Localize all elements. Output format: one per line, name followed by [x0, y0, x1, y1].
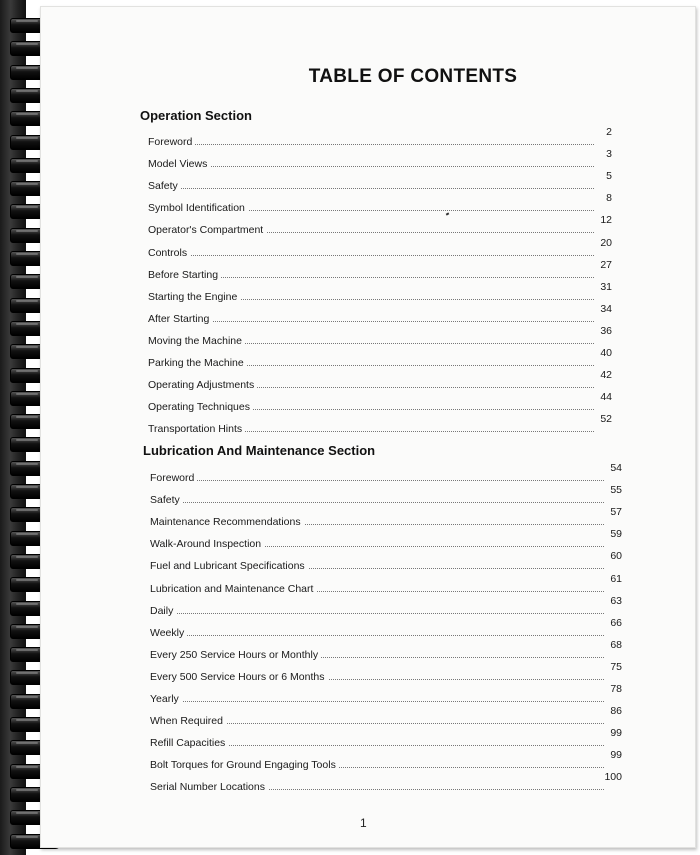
toc-entry: [150, 462, 622, 484]
toc-entry: [150, 594, 622, 617]
toc-entry-label: After Starting: [148, 313, 212, 325]
toc-entry-page: 36: [600, 324, 612, 337]
toc-entry: [148, 369, 612, 392]
toc-entry-label: Every 500 Service Hours or 6 Months: [150, 671, 328, 683]
section-heading-operation: Operation Section: [140, 108, 252, 123]
toc-entry-page: 20: [600, 236, 612, 249]
dot-leader: [150, 701, 604, 702]
toc-entry-label: Controls: [148, 247, 190, 259]
toc-entry-page: 63: [610, 594, 622, 607]
toc-entry-page: 100: [604, 771, 622, 784]
toc-entry-label: Foreword: [150, 472, 197, 484]
dot-leader: [150, 635, 604, 636]
toc-entry-label: Every 250 Service Hours or Monthly: [150, 649, 321, 661]
dot-leader: [148, 166, 594, 167]
toc-entry-label: Lubrication and Maintenance Chart: [150, 583, 316, 595]
toc-entry-page: 34: [600, 302, 612, 315]
toc-entry: [150, 572, 622, 595]
toc-entry-label: Weekly: [150, 627, 187, 639]
toc-entry-page: 99: [610, 727, 622, 740]
toc-entry: [148, 214, 612, 237]
dot-leader: [148, 188, 594, 189]
toc-entry-page: 12: [600, 214, 612, 227]
toc-entry-page: 55: [610, 484, 622, 497]
toc-entry-label: Starting the Engine: [148, 291, 240, 303]
section-heading-lubrication-maintenance: Lubrication And Maintenance Section: [143, 443, 376, 458]
toc-entry: [150, 749, 622, 772]
toc-entry-label: Serial Number Locations: [150, 781, 268, 793]
toc-entry: [150, 528, 622, 551]
toc-entry-page: 66: [610, 616, 622, 629]
toc-entry-label: Foreword: [148, 136, 195, 148]
toc-entry: [148, 347, 612, 369]
toc-entry: [150, 705, 622, 728]
toc-entry-label: Maintenance Recommendations: [150, 516, 304, 528]
toc-entry: [148, 126, 612, 148]
toc-entry-page: 59: [610, 528, 622, 541]
toc-entry-label: Before Starting: [148, 269, 221, 281]
toc-entry-page: 42: [600, 369, 612, 382]
toc-entry: [148, 236, 612, 259]
toc-entry: [148, 302, 612, 325]
dot-leader: [150, 502, 604, 503]
toc-entry: [150, 638, 622, 661]
toc-entry: [148, 391, 612, 414]
toc-entry-page: 52: [600, 413, 612, 426]
toc-entry: [150, 616, 622, 639]
dot-leader: [150, 613, 604, 614]
toc-entry: [148, 170, 612, 193]
toc-entry: [148, 413, 612, 436]
dot-leader: [148, 321, 594, 322]
toc-entry-label: Daily: [150, 605, 176, 617]
toc-entry: [148, 280, 612, 303]
toc-entry-page: 44: [600, 391, 612, 404]
toc-entry-label: Safety: [148, 180, 181, 192]
dot-leader: [148, 144, 594, 145]
toc-entry-label: Bolt Torques for Ground Engaging Tools: [150, 759, 339, 771]
page-title: TABLE OF CONTENTS: [308, 66, 518, 87]
toc-entry-page: 86: [610, 705, 622, 718]
toc-entry: [150, 550, 622, 573]
toc-entry-page: 8: [606, 192, 612, 205]
toc-entry-page: 2: [606, 126, 612, 138]
toc-entry: [148, 148, 612, 171]
toc-entry: [150, 771, 622, 794]
toc-entry-page: 5: [606, 170, 612, 183]
toc-entry-page: 3: [606, 148, 612, 161]
toc-entry-label: Model Views: [148, 158, 210, 170]
toc-entry-page: 40: [600, 347, 612, 359]
toc-entry-label: When Required: [150, 715, 226, 727]
toc-entry-page: 78: [610, 683, 622, 695]
toc-entry-page: 57: [610, 506, 622, 519]
toc-entry-label: Yearly: [150, 693, 182, 705]
toc-entry-label: Operating Techniques: [148, 401, 253, 413]
toc-entry: [148, 258, 612, 281]
dot-leader: [148, 255, 594, 256]
toc-entry-label: Symbol Identification: [148, 202, 248, 214]
toc-entry: [148, 192, 612, 215]
toc-entry-page: 31: [600, 280, 612, 293]
toc-entry-page: 99: [610, 749, 622, 762]
toc-entry-label: Transportation Hints: [148, 423, 245, 435]
toc-entry: [150, 506, 622, 529]
dot-leader: [150, 480, 604, 481]
toc-entry-label: Fuel and Lubricant Specifications: [150, 560, 308, 572]
toc-entry-label: Moving the Machine: [148, 335, 245, 347]
toc-entry-page: 68: [610, 638, 622, 651]
toc-entry-label: Operator's Compartment: [148, 224, 266, 236]
toc-entry-label: Parking the Machine: [148, 357, 247, 369]
toc-entry-label: Operating Adjustments: [148, 379, 257, 391]
toc-entry-page: 75: [610, 660, 622, 673]
toc-entry-page: 61: [610, 572, 622, 585]
toc-entry: [150, 484, 622, 507]
toc-entry-page: 27: [600, 258, 612, 271]
page-number: 1: [360, 816, 367, 830]
toc-entry: [150, 683, 622, 705]
toc-entry-page: 60: [610, 550, 622, 563]
toc-entry-label: Walk-Around Inspection: [150, 538, 264, 550]
toc-entry-page: 54: [610, 462, 622, 474]
toc-entry: [148, 324, 612, 347]
toc-entry: [150, 660, 622, 683]
toc-entry: [150, 727, 622, 750]
toc-entry-label: Safety: [150, 494, 183, 506]
toc-entry-label: Refill Capacities: [150, 737, 228, 749]
